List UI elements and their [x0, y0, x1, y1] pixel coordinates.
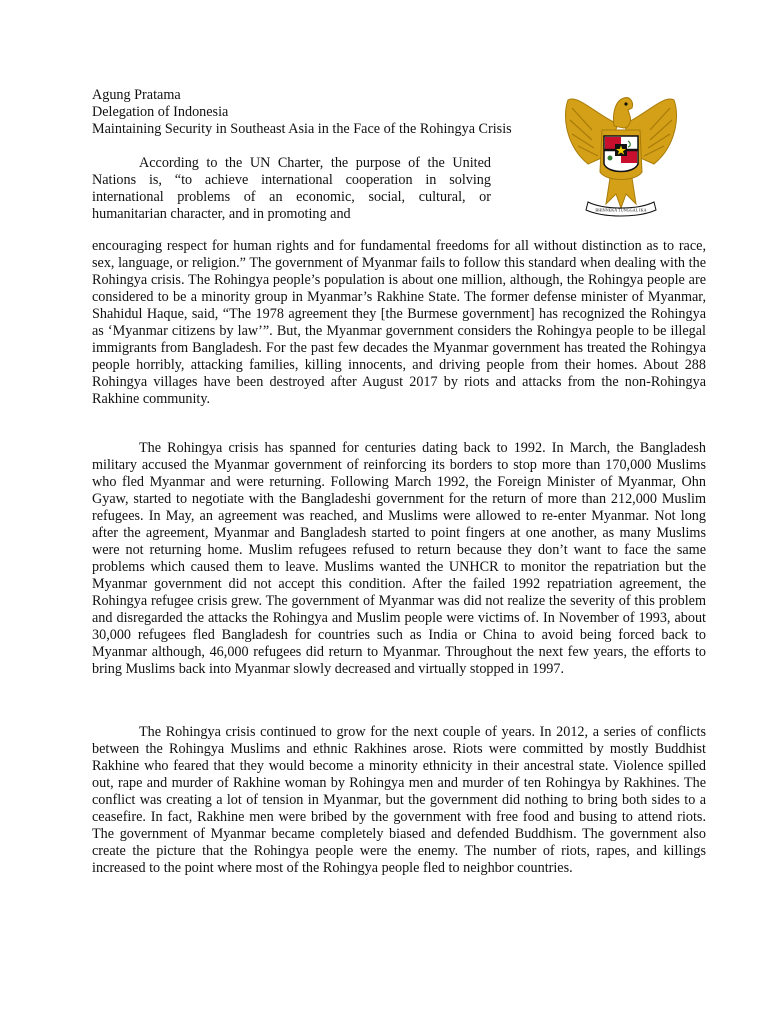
emblem-motto: BHINNEKA TUNGGAL IKA	[595, 207, 647, 213]
garuda-pancasila-emblem-icon	[558, 86, 684, 220]
paragraph-2: The Rohingya crisis has spanned for centuries dating back to 1992. In March, the Bangladesh military accused the Myanmar government of reinforcing its borders to stop more than 170,000 Muslims who fled Myanmar and were returning. Following March 1992, the Foreign Minister of Myanmar, Ohn Gyaw, started to negotiate with the Bangladeshi government for the return of more than 212,000 Muslim refugees. In May, an agreement was reached, and Muslims were allowed to re-enter Myanmar. Not long after the agreement, Myanmar and Bangladesh started to point fingers at one another, as many Muslims were not returning home. Muslim refugees refused to return because they don’t want to face the same problems which caused them to leave. Muslims wanted the UNHCR to monitor the repatriation but the Myanmar government did not accept this condition. After the failed 1992 repatriation agreement, the Rohingya refugee crisis grew. The government of Myanmar was did not realize the severity of this problem and disregarded the attacks the Rohingya and Muslim people were victims of. In November of 1993, about 30,000 refugees fled Bangladesh for countries such as India or China to avoid being forced back to Myanmar although, 46,000 refugees did return to Myanmar. Throughout the next few years, the efforts to bring Muslims back into Myanmar slowly decreased and virtually stopped in 1997.	[92, 440, 706, 677]
intro-paragraph: According to the UN Charter, the purpose of the United Nations is, “to achieve international cooperation in solving international problems of an economic, social, cultural, or humanitarian character, and in promoting and	[92, 155, 491, 222]
delegation-name: Delegation of Indonesia	[92, 104, 229, 120]
paragraph-3: The Rohingya crisis continued to grow for the next couple of years. In 2012, a series of conflicts between the Rohingya Muslims and ethnic Rakhines arose. Riots were committed by mostly Buddhist Rakhine who feared that they would become a minority ethnicity in their ancestral state. Violence spilled out, rape and murder of Rakhine woman by Rohingya men and murder of ten Rohingya by Rakhines. The conflict was creating a lot of tension in Myanmar, but the government did nothing to bring both sides to a ceasefire. In fact, Rakhine men were bribed by the government with free food and busing to attend riots. The government of Myanmar became completely biased and defended Buddhism. The government also create the picture that the Rohingya people were the enemy. The number of riots, rapes, and killings increased to the point where most of the Rohingya people fled to neighbor countries.	[92, 724, 706, 876]
paragraph-1: encouraging respect for human rights and for fundamental freedoms for all without distinction as to race, sex, language, or religion.” The government of Myanmar fails to follow this standard when dealing with the Rohingya crisis. The Rohingya people’s population is about one million, although, the Rohingya people are considered to be a minority group in Myanmar’s Rakhine State. The former defense minister of Myanmar, Shahidul Haque, said, “The 1978 agreement they [the Burmese government] has recognized the Rohingya as ‘Myanmar citizens by law’”. But, the Myanmar government considers the Rohingya people to be illegal immigrants from Bangladesh. For the past few decades the Myanmar government has treated the Rohingya people horribly, attacking families, killing innocents, and driving people from their homes. About 288 Rohingya villages have been destroyed after August 2017 by riots and attacks from the non-Rohingya Rakhine community.	[92, 238, 706, 407]
document-title: Maintaining Security in Southeast Asia in the Face of the Rohingya Crisis	[92, 121, 512, 137]
document-header	[92, 87, 512, 138]
author-name: Agung Pratama	[92, 87, 181, 103]
